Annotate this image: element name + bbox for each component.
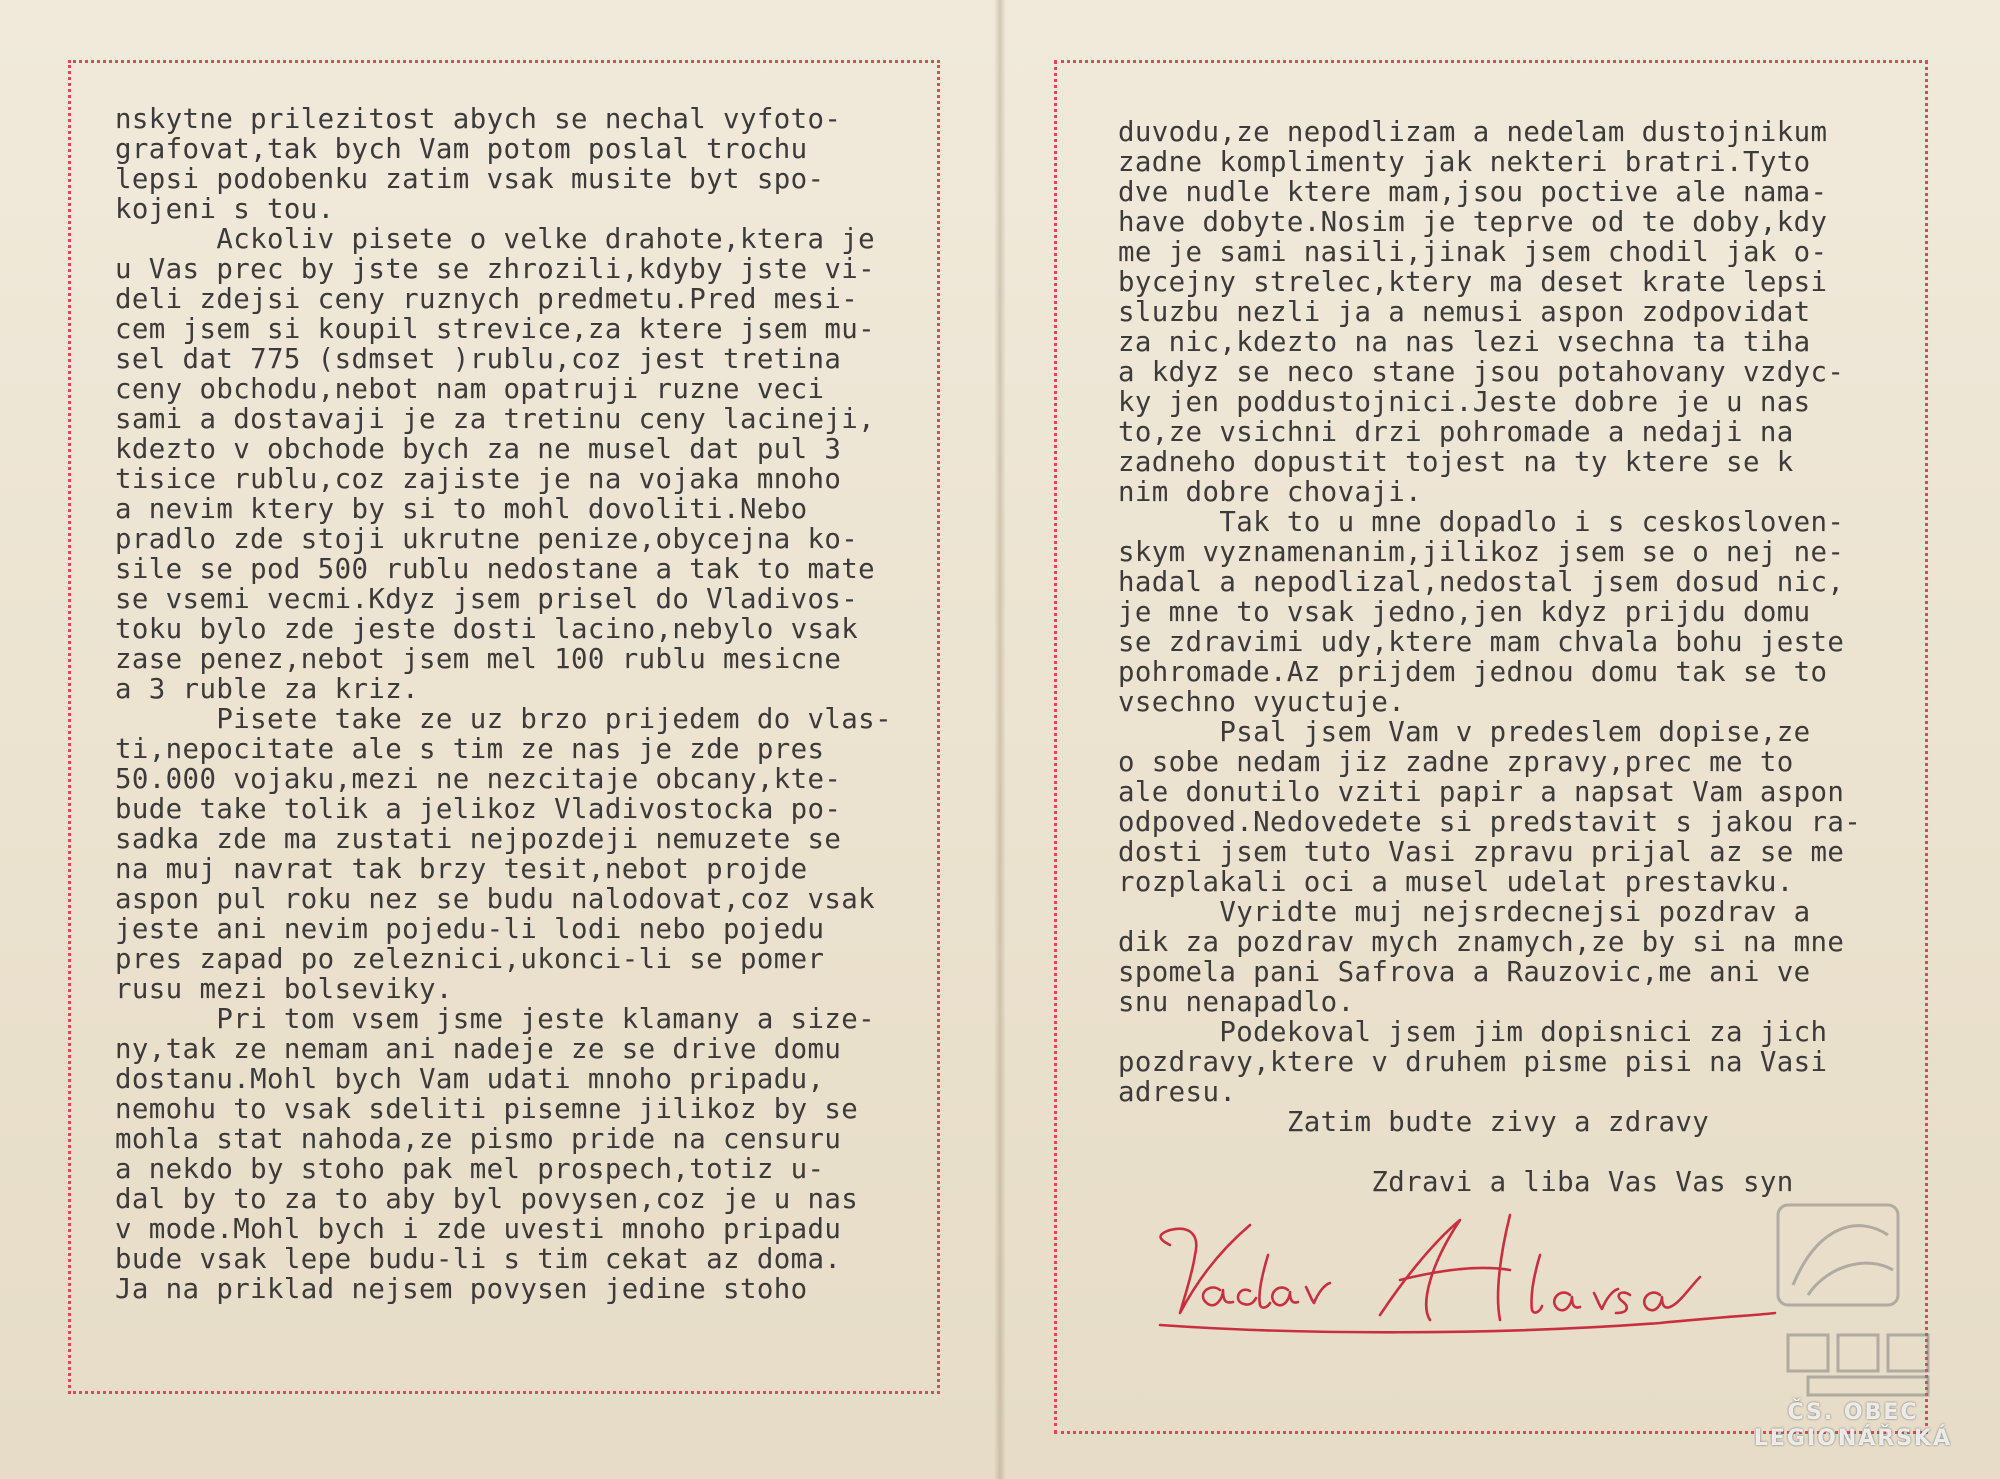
left-page-text: nskytne prilezitost abych se nechal vyfoto- grafovat,tak bych Vam potom poslal trochu lepsi podobenku zatim vsak musite byt spo- kojeni s tou. Ackoliv pisete o velke drahote,ktera je u Vas prec by jste se zhrozili,kdyby jste vi- deli zdejsi ceny ruznych predmetu.Pred mesi- cem jsem si koupil strevice,za ktere jsem mu- sel dat 775 (sdmset )rublu,coz jest tretina ceny obchodu,nebot nam opatruji ruzne veci sami a dostavaji je za tretinu ceny lacineji, kdezto v obchode bych za ne musel dat pul 3 tisice rublu,coz zajiste je na vojaka mnoho a nevim ktery by si to mohl dovoliti.Nebo pradlo zde stoji ukrutne penize,obycejna ko- sile se pod 500 rublu nedostane a tak to mate se vsemi vecmi.Kdyz jsem prisel do Vladivos- toku bylo zde jeste dosti lacino,nebylo vsak zase penez,nebot jsem mel 100 rublu mesicne a 3 ruble za kriz. Pisete take ze uz brzo prijedem do vlas- ti,nepocitate ale s tim ze nas je zde pres 50.000 vojaku,mezi ne nezcitaje obcany,kte- bude take tolik a jelikoz Vladivostocka po- sadka zde ma zustati nejpozdeji nemuzete se na muj navrat tak brzy tesit,nebot projde aspon pul roku nez se budu nalodovat,coz vsak jeste ani nevim pojedu-li lodi nebo pojedu pres zapad po zeleznici,ukonci-li se pomer rusu mezi bolseviky. Pri tom vsem jsme jeste klamany a size- ny,tak ze nemam ani nadeje ze se drive domu dostanu.Mohl bych Vam udati mnoho pripadu, nemohu to vsak sdeliti pisemne jilikoz by se mohla stat nahoda,ze pismo pride na censuru a nekdo by stoho pak mel prospech,totiz u- dal by to za to aby byl povysen,coz je u nas v mode.Mohl bych i zde uvesti mnoho pripadu bude vsak lepe budu-li s tim cekat az doma. Ja na priklad nejsem povysen jedine stoho <box>115 104 892 1305</box>
handwritten-signature <box>1100 1195 1780 1345</box>
stamp-label-line2: LEGIONÁŘSKÁ <box>1753 1426 1953 1451</box>
page-fold <box>994 0 1006 1479</box>
stamp-label-line1: ČS. OBEC <box>1787 1400 1919 1425</box>
right-page-text: duvodu,ze nepodlizam a nedelam dustojnikum zadne komplimenty jak nekteri bratri.Tyto dve nudle ktere mam,jsou poctive ale nama- have dobyte.Nosim je teprve od te doby,kdy me je sami nasili,jinak jsem chodil jak o- bycejny strelec,ktery ma deset krate lepsi sluzbu nezli ja a nemusi aspon zodpovidat za nic,kdezto na nas lezi vsechna ta tiha a kdyz se neco stane jsou potahovany vzdyc- ky jen poddustojnici.Jeste dobre je u nas to,ze vsichni drzi pohromade a nedaji na zadneho dopustit tojest na ty ktere se k nim dobre chovaji. Tak to u mne dopadlo i s ceskosloven- skym vyznamenanim,jilikoz jsem se o nej ne- hadal a nepodlizal,nedostal jsem dosud nic, je mne to vsak jedno,jen kdyz prijdu domu se zdravimi udy,ktere mam chvala bohu jeste pohromade.Az prijdem jednou domu tak se to vsechno vyuctuje. Psal jsem Vam v predeslem dopise,ze o sobe nedam jiz zadne zpravy,prec me to ale donutilo vziti papir a napsat Vam aspon odpoved.Nedovedete si predstavit s jakou ra- dosti jsem tuto Vasi zpravu prijal az se me rozplakali oci a musel udelat prestavku. Vyridte muj nejsrdecnejsi pozdrav a dik za pozdrav mych znamych,ze by si na mne spomela pani Safrova a Rauzovic,me ani ve snu nenapadlo. Podekoval jsem jim dopisnici za jich pozdravy,ktere v druhem pisme pisi na Vasi adresu. Zatim budte zivy a zdravy Zdravi a liba Vas Vas syn <box>1118 117 1862 1198</box>
